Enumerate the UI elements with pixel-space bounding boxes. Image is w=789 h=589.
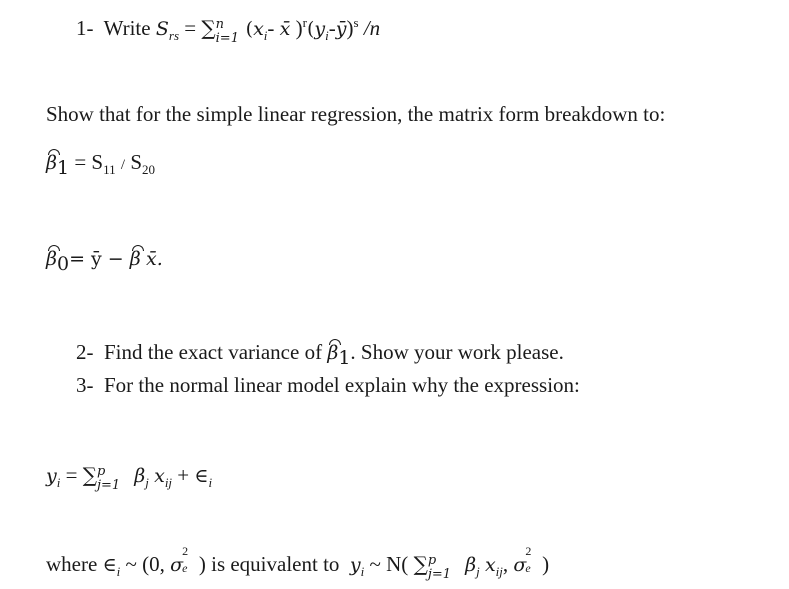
intro-sentence: Show that for the simple linear regression, the matrix form breakdown to: (46, 102, 666, 126)
where-sigma2-sup: 2 (525, 544, 532, 558)
q2-sub: 1 (338, 347, 351, 370)
where-sum-upper: p (427, 553, 437, 569)
model-y-sub: i (56, 475, 61, 491)
where-x: x (484, 554, 496, 576)
beta0-sub: 0 (56, 253, 70, 276)
beta0-beta: β (129, 248, 141, 270)
beta1-symbol: β (46, 152, 57, 174)
where-clause (46, 544, 550, 583)
where-sigma2-sub: e (525, 561, 531, 575)
q2-number: 2- (76, 340, 94, 364)
where-close-a: ) (198, 552, 206, 576)
beta0-x: x̄. (146, 248, 163, 270)
where-close-b: ) (542, 552, 550, 576)
where-y-sub: i (360, 564, 365, 580)
model-eps: ∈ (194, 465, 209, 487)
beta1-equation (46, 150, 156, 180)
beta1-rhs-b: S (130, 150, 143, 174)
beta1-rhs-a-sub: 11 (103, 162, 116, 178)
model-beta: β (134, 465, 146, 487)
where-sigma: σ (170, 554, 184, 576)
where-dist-a: ~ (0, (125, 552, 165, 576)
q1-lhs-sub: rs (168, 28, 180, 44)
where-beta: β (465, 554, 477, 576)
q1-number: 1- (76, 16, 94, 40)
where-comma: , (502, 552, 509, 576)
model-plus: + (177, 463, 190, 487)
where-sigma2: σ (513, 554, 527, 576)
model-eq: = (65, 463, 78, 487)
q1-div: /n (363, 16, 381, 40)
beta1-rhs-b-sub: 20 (142, 162, 156, 178)
q1-term2-mean: ȳ (335, 18, 347, 40)
where-sum: ∑ (413, 552, 428, 576)
q1-power-r: r (302, 15, 307, 30)
q1-term1-sub: i (263, 28, 268, 44)
where-text-b: is equivalent to (211, 552, 340, 576)
q2-beta: β (327, 342, 339, 364)
model-sum-lower: j=1 (96, 478, 121, 494)
q2-text-b: . Show your work please. (350, 340, 564, 364)
where-eps: ∈ (102, 554, 117, 576)
q1-sum-upper: n (215, 17, 225, 33)
q1-term2-var: y (314, 18, 326, 40)
beta0-rhs: = ȳ − (69, 248, 130, 270)
model-x-sub: ij (164, 475, 173, 491)
q1-sum-lower: i=1 (215, 31, 239, 47)
q1-term2-sub: i (325, 28, 329, 44)
where-sum-lower: j=1 (427, 567, 452, 583)
model-beta-sub: j (145, 475, 149, 491)
q1-lhs-symbol: S (155, 18, 169, 40)
beta1-slash: / (120, 157, 126, 173)
q1-sum-symbol: ∑ (201, 16, 216, 40)
model-sum-upper: p (96, 464, 106, 480)
model-sum: ∑ (82, 463, 97, 487)
model-equation (46, 463, 213, 494)
where-beta-sub: j (476, 564, 480, 580)
where-y: y (349, 554, 361, 576)
question-3 (76, 375, 580, 396)
where-dist-b: ~ N( (369, 552, 409, 576)
where-text-a: where (46, 552, 98, 576)
model-eps-sub: i (208, 475, 213, 491)
q3-number: 3- (76, 373, 94, 397)
where-eps-sub: i (116, 564, 121, 580)
q1-term1-mean: x̄ (279, 18, 291, 40)
q1-power-s: s (353, 15, 359, 30)
q1-eq: = (184, 16, 197, 40)
beta0-symbol: β (46, 248, 57, 270)
question-1: 1- Write $S_{rs}$ = ∑ n i=1 ($x_i-$ x̄ )$^r(y_i-ȳ)^s$ /n (76, 15, 381, 47)
beta1-sub: 1 (56, 157, 70, 180)
beta1-rhs-a: = S (74, 150, 104, 174)
q3-text: For the normal linear model explain why the expression: (104, 373, 580, 397)
q1-term1-var: x (253, 18, 264, 40)
question-2 (76, 340, 564, 370)
q1-text: Write (103, 16, 151, 40)
where-x-sub: ij (495, 564, 503, 580)
model-y: y (46, 465, 57, 487)
where-sigma-sub: e (182, 561, 188, 575)
where-sigma-sup: 2 (182, 544, 189, 558)
model-x: x (154, 465, 165, 487)
q2-text-a: Find the exact variance of (104, 340, 323, 364)
beta0-equation (46, 248, 163, 276)
